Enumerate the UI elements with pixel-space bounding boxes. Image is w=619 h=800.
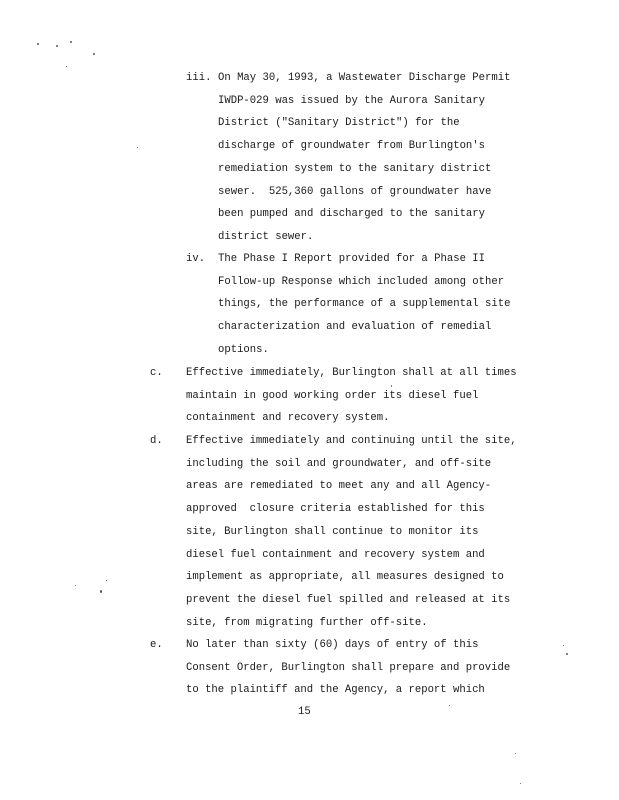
- item-marker-iv: iv.: [186, 253, 206, 265]
- scan-speck: [391, 385, 392, 387]
- item-iii-text: [218, 67, 510, 249]
- item-marker-iii: iii.: [186, 72, 212, 84]
- scan-speck: [37, 43, 39, 45]
- text-line: to the plaintiff and the Agency, a report which: [186, 684, 485, 697]
- text-line: remediation system to the sanitary district: [218, 162, 492, 175]
- item-d-text: [186, 430, 517, 634]
- scan-speck: [515, 753, 516, 754]
- item-marker-c: c.: [150, 367, 163, 379]
- scan-speck: [66, 66, 67, 67]
- text-line: sewer. 525,360 gallons of groundwater have: [218, 185, 492, 198]
- text-line: Effective immediately, Burlington shall at all times: [186, 367, 517, 379]
- text-line: options.: [218, 343, 269, 356]
- text-line: Consent Order, Burlington shall prepare and provide: [186, 661, 511, 674]
- item-marker-d: d.: [150, 435, 163, 447]
- text-line: diesel fuel containment and recovery system and: [186, 548, 485, 561]
- scan-speck: [106, 580, 107, 581]
- text-line: including the soil and groundwater, and off-site: [186, 457, 492, 470]
- text-line: things, the performance of a supplemental site: [218, 298, 511, 311]
- text-line: district sewer.: [218, 230, 314, 243]
- text-line: site, from migrating further off-site.: [186, 616, 428, 629]
- text-line: Follow-up Response which included among other: [218, 275, 505, 288]
- item-e-text: [186, 634, 510, 702]
- text-line: On May 30, 1993, a Wastewater Discharge Permit: [218, 72, 511, 84]
- page-number: 15: [298, 706, 311, 718]
- item-c-text: [186, 362, 517, 430]
- scan-speck: [56, 45, 58, 47]
- scan-speck: [93, 53, 95, 55]
- text-line: prevent the diesel fuel spilled and released at its: [186, 593, 511, 606]
- text-line: site, Burlington shall continue to monitor its: [186, 525, 479, 538]
- text-line: maintain in good working order its diesel fuel: [186, 389, 479, 402]
- text-line: areas are remediated to meet any and all Agency-: [186, 480, 492, 493]
- text-line: been pumped and discharged to the sanitary: [218, 208, 486, 221]
- text-line: The Phase I Report provided for a Phase II: [218, 253, 486, 265]
- scan-speck: [75, 585, 76, 586]
- item-iv-text: [218, 248, 510, 362]
- text-line: containment and recovery system.: [186, 412, 390, 425]
- scan-speck: [566, 653, 568, 655]
- text-line: characterization and evaluation of remedial: [218, 321, 492, 334]
- text-line: discharge of groundwater from Burlington's: [218, 140, 486, 153]
- text-line: District ("Sanitary District") for the: [218, 117, 460, 130]
- scan-speck: [520, 783, 521, 784]
- text-line: Effective immediately and continuing until the site,: [186, 435, 517, 447]
- text-line: No later than sixty (60) days of entry of this: [186, 639, 479, 651]
- scan-speck: [137, 147, 138, 148]
- text-line: approved closure criteria established for this: [186, 503, 485, 516]
- scan-speck: [100, 590, 102, 593]
- scan-speck: [70, 41, 72, 43]
- scan-speck: [563, 645, 564, 646]
- text-line: implement as appropriate, all measures designed to: [186, 571, 504, 584]
- text-line: IWDP-029 was issued by the Aurora Sanitary: [218, 94, 486, 107]
- scan-speck: [449, 705, 450, 706]
- item-marker-e: e.: [150, 639, 163, 651]
